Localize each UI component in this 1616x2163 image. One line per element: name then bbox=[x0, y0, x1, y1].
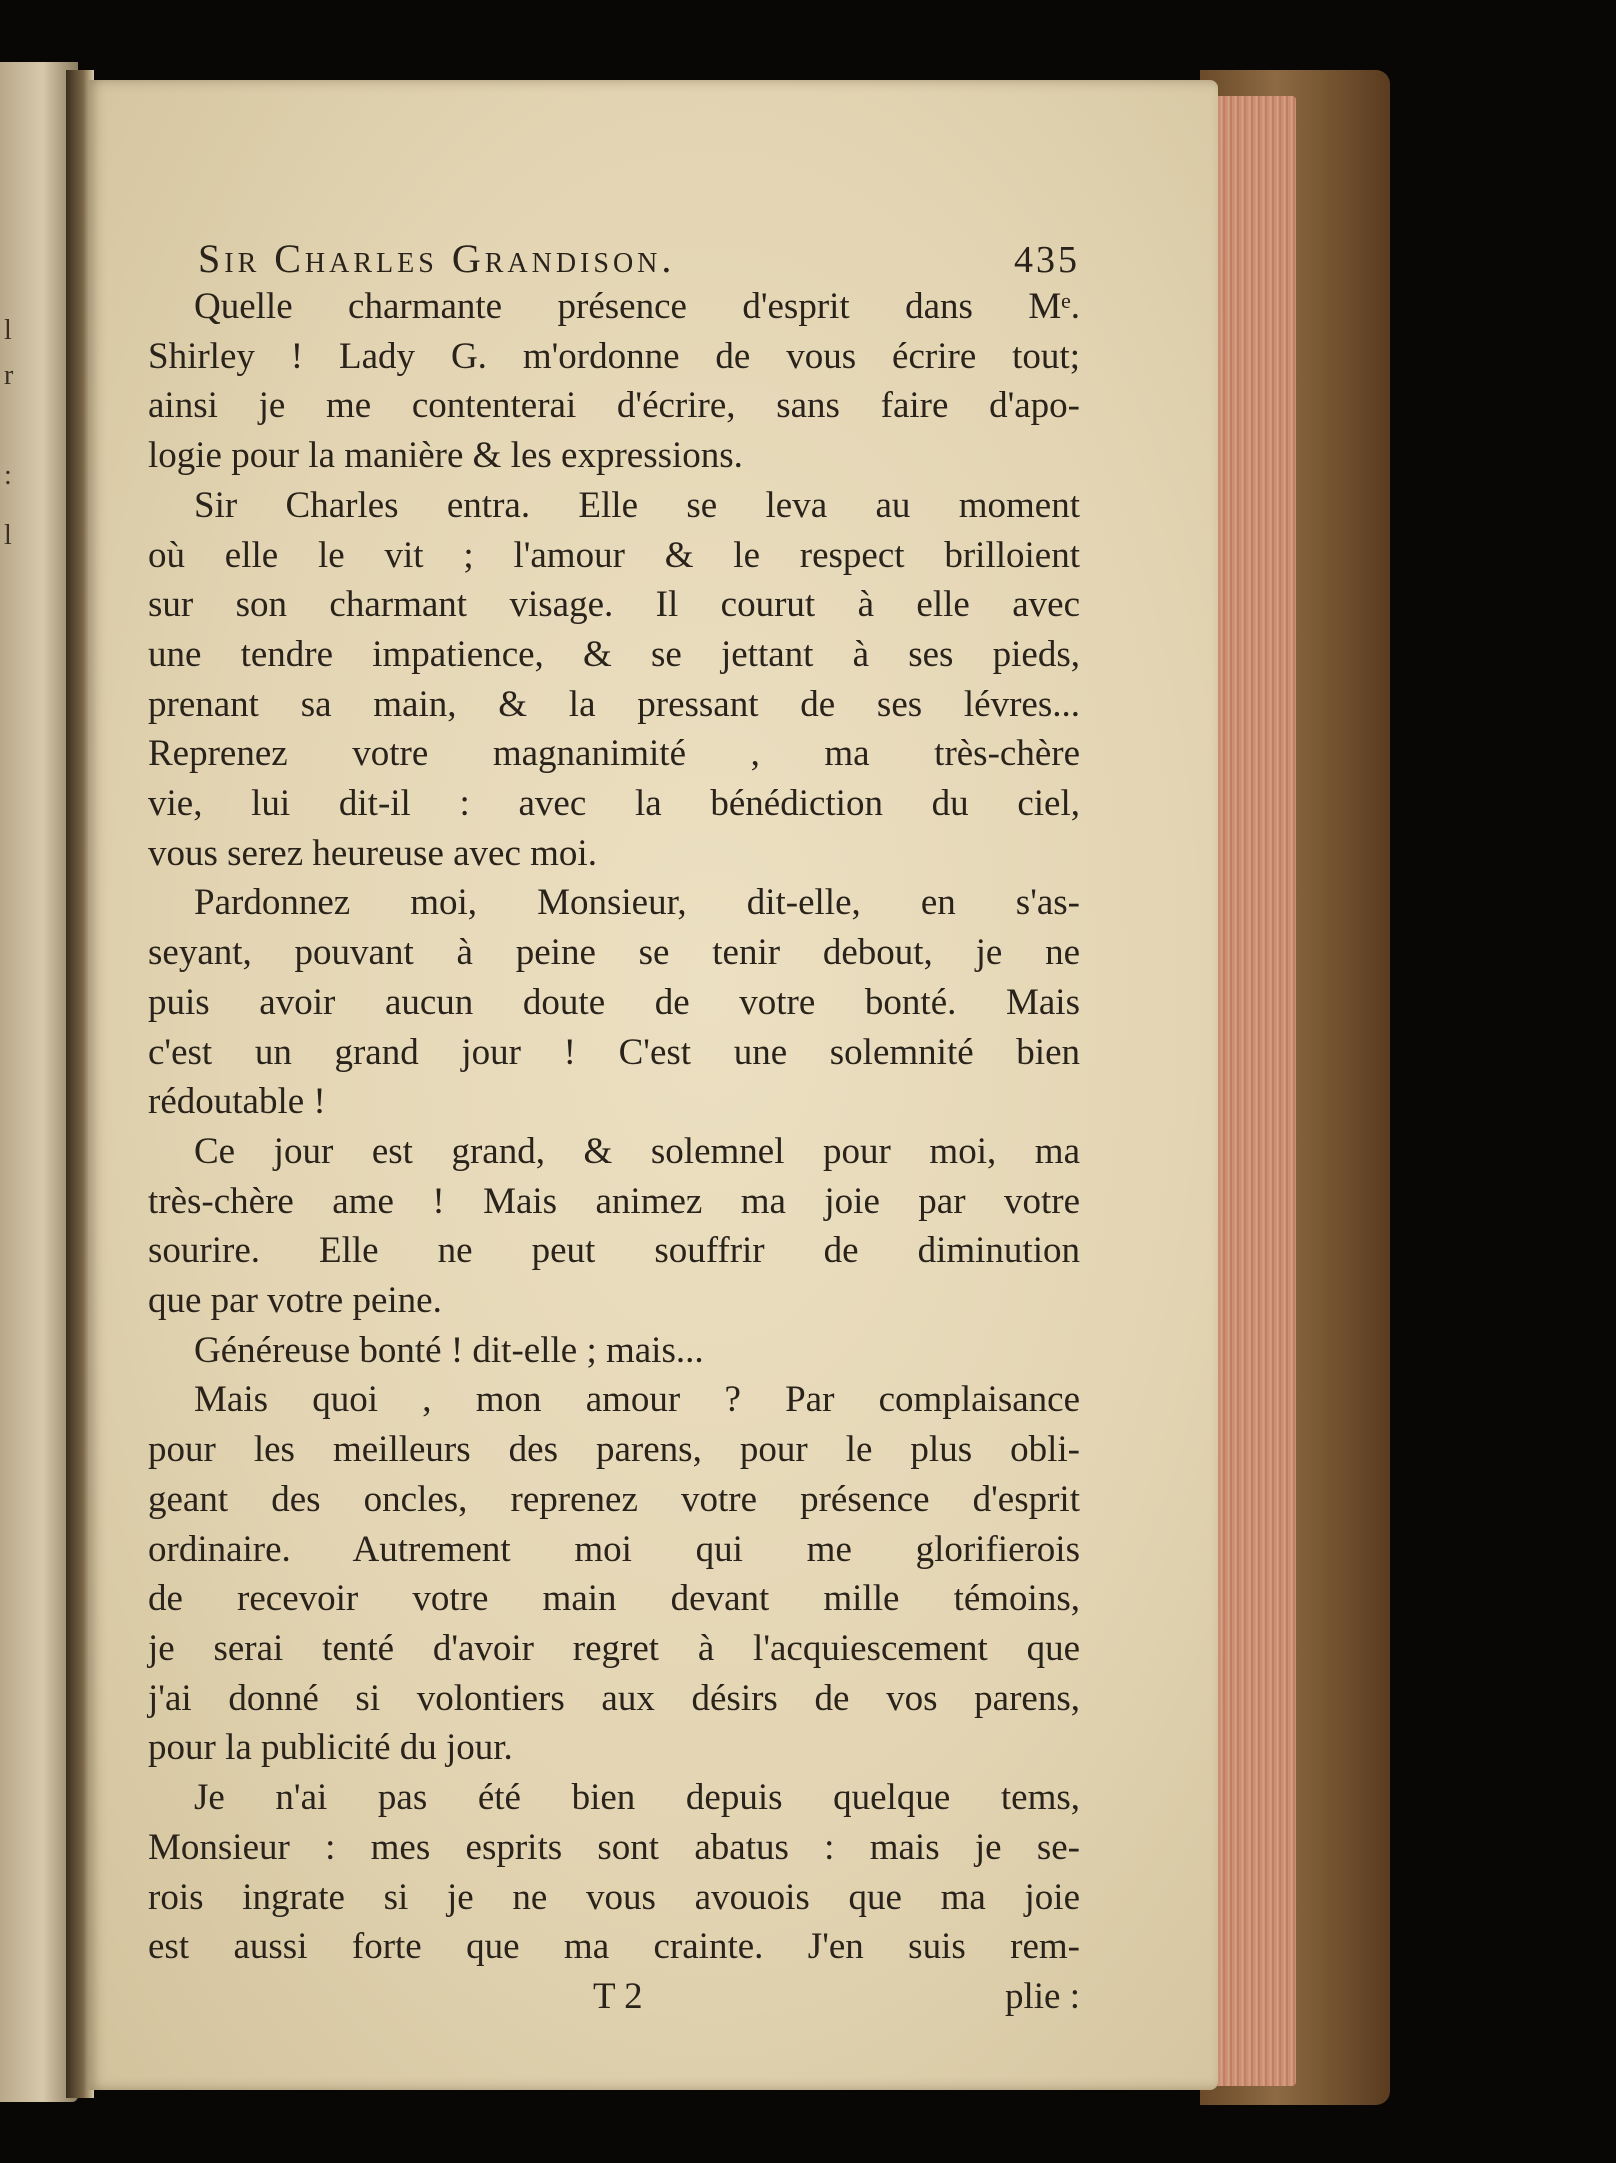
text-line: puis avoir aucun doute de votre bonté. Mais bbox=[148, 981, 1080, 1023]
text-line: c'est un grand jour ! C'est une solemnité bien bbox=[148, 1031, 1080, 1073]
text-line: Quelle charmante présence d'esprit dans Mᵉ. bbox=[194, 286, 1080, 327]
left-page-fragment: : bbox=[4, 460, 12, 491]
text-line: Shirley ! Lady G. m'ordonne de vous écrire tout; bbox=[148, 335, 1080, 377]
text-line: vous serez heureuse avec moi. bbox=[148, 832, 597, 874]
book-page bbox=[88, 80, 1218, 2090]
text-line: pour la publicité du jour. bbox=[148, 1727, 513, 1769]
text-line: Ce jour est grand, & solemnel pour moi, ma bbox=[194, 1130, 1080, 1172]
text-line: prenant sa main, & la pressant de ses lévres... bbox=[148, 683, 1080, 725]
text-line: ainsi je me contenterai d'écrire, sans faire d'apo- bbox=[148, 385, 1080, 427]
page-text-block bbox=[148, 235, 1080, 2022]
signature-mark: T 2 bbox=[593, 1975, 643, 2017]
text-line: Monsieur : mes esprits sont abatus : mais je se- bbox=[148, 1826, 1080, 1868]
text-line: de recevoir votre main devant mille témoins, bbox=[148, 1578, 1080, 1620]
text-line: Pardonnez moi, Monsieur, dit-elle, en s'as- bbox=[194, 882, 1080, 924]
text-line: Sir Charles entra. Elle se leva au moment bbox=[194, 484, 1080, 526]
left-page-fragment: l bbox=[4, 315, 12, 346]
text-line: Je n'ai pas été bien depuis quelque tems, bbox=[194, 1777, 1080, 1819]
text-line: rois ingrate si je ne vous avouois que ma joie bbox=[148, 1876, 1080, 1918]
text-line: très-chère ame ! Mais animez ma joie par votre bbox=[148, 1180, 1080, 1222]
text-line: une tendre impatience, & se jettant à ses pieds, bbox=[148, 633, 1080, 675]
text-line: Mais quoi , mon amour ? Par complaisance bbox=[194, 1379, 1080, 1421]
running-header bbox=[198, 235, 1080, 282]
text-line: Reprenez votre magnanimité , ma très-chère bbox=[148, 733, 1080, 775]
page-fore-edge bbox=[1212, 96, 1296, 2086]
text-line: ordinaire. Autrement moi qui me glorifierois bbox=[148, 1528, 1080, 1570]
text-line: sourire. Elle ne peut souffrir de diminution bbox=[148, 1230, 1080, 1272]
running-title: Sir Charles Grandison. bbox=[198, 236, 676, 281]
text-line: sur son charmant visage. Il courut à elle avec bbox=[148, 584, 1080, 626]
text-line: rédoutable ! bbox=[148, 1081, 326, 1123]
text-line: logie pour la manière & les expressions. bbox=[148, 435, 743, 477]
text-line: seyant, pouvant à peine se tenir debout, je ne bbox=[148, 932, 1080, 974]
text-line: je serai tenté d'avoir regret à l'acquiescement que bbox=[148, 1627, 1080, 1669]
text-line: où elle le vit ; l'amour & le respect brilloient bbox=[148, 534, 1080, 576]
left-page-fragment: l bbox=[4, 520, 12, 551]
catchword: plie : bbox=[1004, 1975, 1080, 2017]
text-line: est aussi forte que ma crainte. J'en suis rem- bbox=[148, 1926, 1080, 1968]
text-line: que par votre peine. bbox=[148, 1280, 442, 1322]
page-footer bbox=[148, 1972, 1080, 2022]
text-line: j'ai donné si volontiers aux désirs de vos parens, bbox=[148, 1677, 1080, 1719]
page-number: 435 bbox=[1014, 239, 1080, 281]
text-line: geant des oncles, reprenez votre présence d'esprit bbox=[148, 1478, 1080, 1520]
left-page-fragment: r bbox=[4, 360, 14, 391]
text-line: vie, lui dit-il : avec la bénédiction du ciel, bbox=[148, 783, 1080, 825]
text-line: Généreuse bonté ! dit-elle ; mais... bbox=[194, 1329, 704, 1371]
text-line: pour les meilleurs des parens, pour le plus obli- bbox=[148, 1429, 1080, 1471]
